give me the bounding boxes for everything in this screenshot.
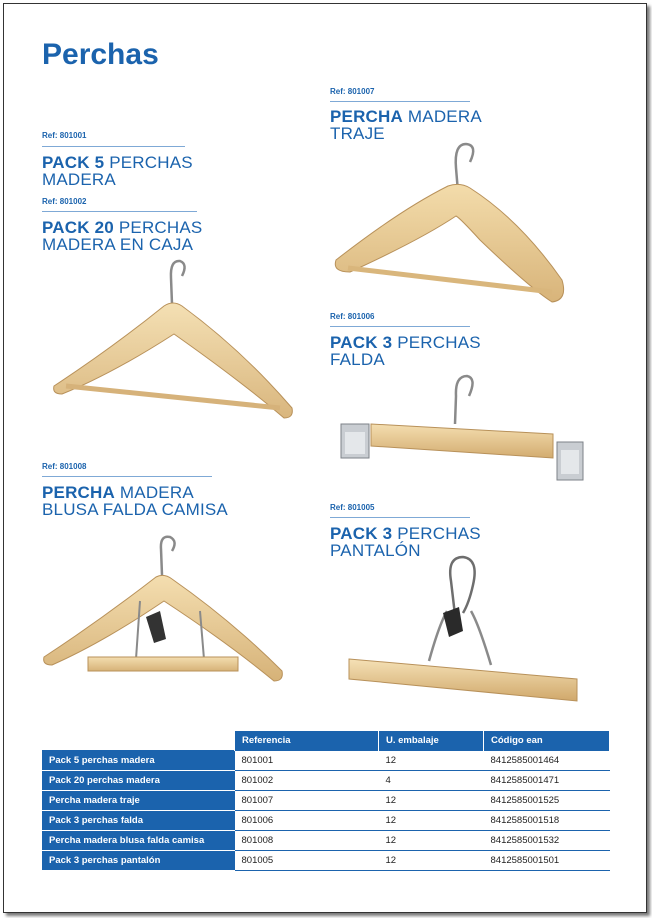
product-title-bold: PERCHA [42, 483, 115, 502]
product-title-bold: PACK 3 [330, 333, 393, 352]
row-ref: 801001 [235, 751, 379, 771]
product-title [330, 108, 482, 142]
table-row [42, 751, 610, 771]
suit-hanger-image [330, 140, 575, 310]
product-ref: Ref: 801001 [42, 131, 87, 140]
row-ean: 8412585001464 [484, 751, 610, 771]
product-table [42, 731, 610, 871]
row-ref: 801007 [235, 791, 379, 811]
row-ean: 8412585001471 [484, 771, 610, 791]
row-units: 12 [379, 791, 484, 811]
product-title-bold: PACK 3 [330, 524, 393, 543]
divider [330, 326, 470, 327]
product-ref: Ref: 801005 [330, 503, 375, 512]
product-ref: Ref: 801008 [42, 462, 87, 471]
divider [42, 146, 185, 147]
product-title-rest: MADERA [403, 107, 482, 126]
row-ean: 8412585001525 [484, 791, 610, 811]
table-row [42, 831, 610, 851]
product-title-line2: MADERA EN CAJA [42, 235, 194, 254]
product-title-bold: PACK 20 [42, 218, 114, 237]
product-title-rest: PERCHAS [392, 524, 481, 543]
product-title-line2: BLUSA FALDA CAMISA [42, 500, 228, 519]
blouse-hanger-image [42, 535, 292, 685]
page-title: Perchas [42, 38, 159, 71]
row-name: Percha madera blusa falda camisa [42, 831, 235, 851]
product-title-bold: PERCHA [330, 107, 403, 126]
row-name: Pack 5 perchas madera [42, 751, 235, 771]
divider [42, 211, 197, 212]
product-title-rest: MADERA [115, 483, 194, 502]
row-units: 12 [379, 751, 484, 771]
product-title-line2: PANTALÓN [330, 541, 421, 560]
table-header-blank [42, 731, 235, 751]
table-row [42, 811, 610, 831]
product-title [42, 484, 228, 518]
row-ref: 801008 [235, 831, 379, 851]
trouser-hanger-image [345, 555, 585, 710]
row-ean: 8412585001518 [484, 811, 610, 831]
table-header-row [42, 731, 610, 751]
product-title-line2: TRAJE [330, 124, 385, 143]
table-header-units: U. embalaje [379, 731, 484, 751]
product-ref: Ref: 801002 [42, 197, 87, 206]
row-ref: 801005 [235, 851, 379, 871]
row-ean: 8412585001501 [484, 851, 610, 871]
row-units: 12 [379, 831, 484, 851]
product-title [42, 219, 202, 253]
table-row [42, 851, 610, 871]
row-name: Pack 3 perchas pantalón [42, 851, 235, 871]
table-header-ref: Referencia [235, 731, 379, 751]
row-name: Pack 3 perchas falda [42, 811, 235, 831]
product-title-rest: PERCHAS [113, 218, 203, 237]
row-ref: 801002 [235, 771, 379, 791]
product-title-bold: PACK 5 [42, 153, 105, 172]
table-header-ean: Código ean [484, 731, 610, 751]
skirt-hanger-image [335, 372, 595, 487]
divider [330, 517, 470, 518]
row-name: Pack 20 perchas madera [42, 771, 235, 791]
product-title [42, 154, 193, 188]
row-units: 12 [379, 851, 484, 871]
product-title-line2: FALDA [330, 350, 385, 369]
row-ean: 8412585001532 [484, 831, 610, 851]
product-ref: Ref: 801007 [330, 87, 375, 96]
product-ref: Ref: 801006 [330, 312, 375, 321]
product-title-rest: PERCHAS [392, 333, 481, 352]
row-units: 4 [379, 771, 484, 791]
wood-hanger-image [52, 258, 297, 423]
product-title [330, 525, 481, 559]
divider [42, 476, 212, 477]
row-ref: 801006 [235, 811, 379, 831]
row-name: Percha madera traje [42, 791, 235, 811]
table-row [42, 771, 610, 791]
row-units: 12 [379, 811, 484, 831]
product-title-rest: PERCHAS [104, 153, 193, 172]
product-title [330, 334, 481, 368]
table-row [42, 791, 610, 811]
product-title-line2: MADERA [42, 170, 116, 189]
divider [330, 101, 470, 102]
